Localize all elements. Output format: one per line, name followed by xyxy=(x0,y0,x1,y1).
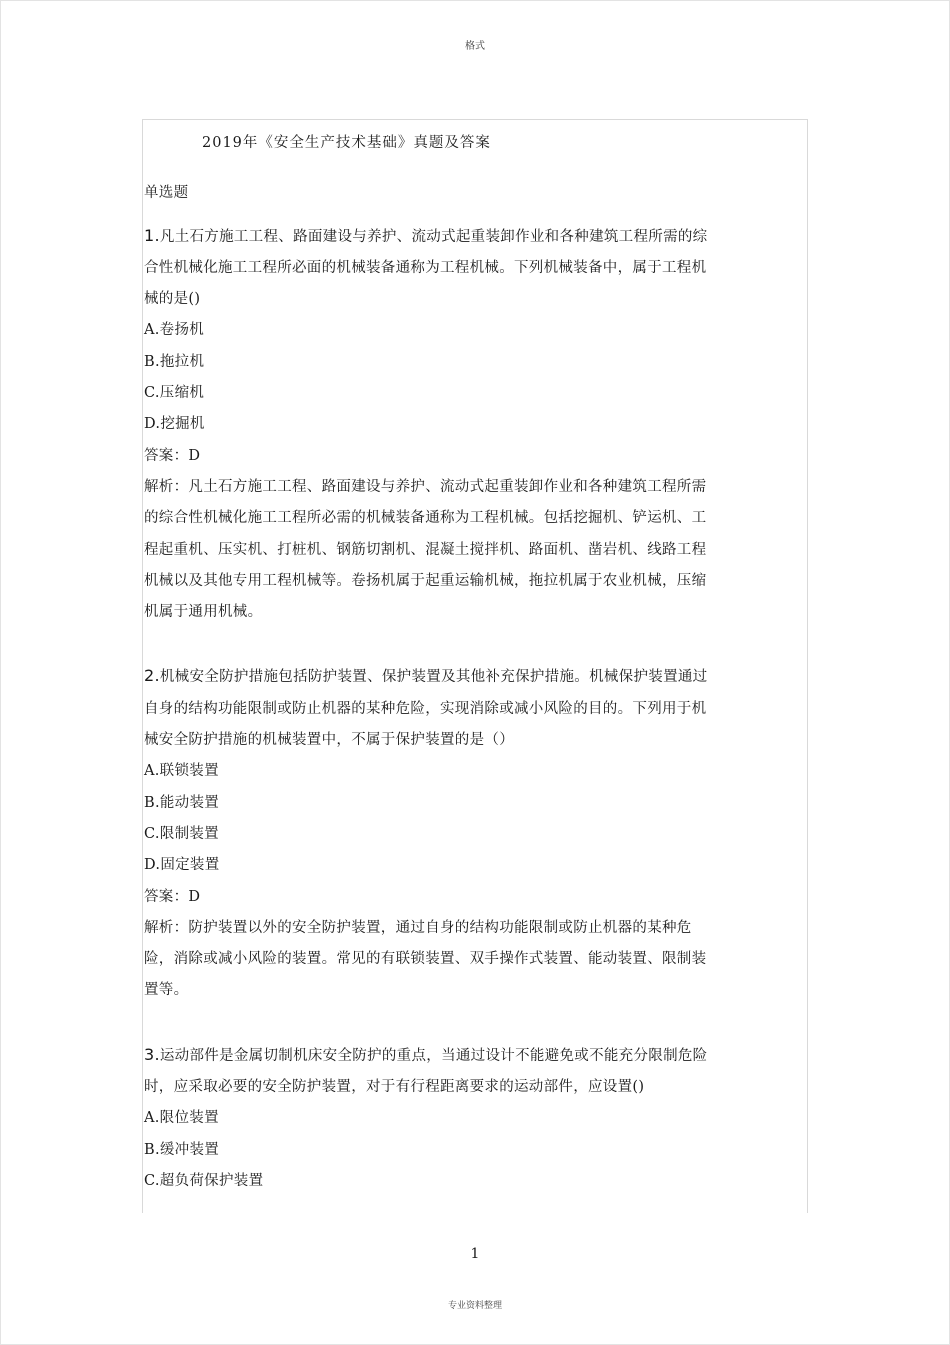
question-text: 运动部件是金属切制机床安全防护的重点，当通过设计不能避免或不能充分限制危险时，应采取必要的安全防护装置，对于有行程距离要求的运动部件，应设置() xyxy=(144,1047,708,1096)
question-3 xyxy=(144,1039,710,1197)
page-number: 1 xyxy=(470,1246,480,1262)
question-number: 3. xyxy=(144,1044,160,1064)
option: A.限位装置 xyxy=(144,1110,219,1127)
analysis: 解析：防护装置以外的安全防护装置，通过自身的结构功能限制或防止机器的某种危险，消除或减小风险的装置。常见的有联锁装置、双手操作式装置、能动装置、限制装置等。 xyxy=(144,919,707,999)
analysis: 解析：凡土石方施工工程、路面建设与养护、流动式起重装卸作业和各种建筑工程所需的综合性机械化施工工程所必需的机械装备通称为工程机械。包括挖掘机、铲运机、工程起重机、压实机、打桩机、钢筋切割机、混凝土搅拌机、路面机、凿岩机、线路工程机械以及其他专用工程机械等。卷扬机属于起重运输机械，拖拉机属于农业机械，压缩机属于通用机械。 xyxy=(144,478,707,621)
option: D.固定装置 xyxy=(144,857,220,874)
option: C.压缩机 xyxy=(144,385,205,402)
option: D.挖掘机 xyxy=(144,416,205,433)
section-heading: 单选题 xyxy=(144,185,189,202)
answer: 答案：D xyxy=(144,888,201,905)
spacer xyxy=(144,628,710,650)
document-body xyxy=(144,128,710,1197)
option: A.卷扬机 xyxy=(144,322,205,339)
page-footer: 专业资料整理 xyxy=(447,1301,502,1311)
question-number: 1. xyxy=(144,225,160,245)
question-1 xyxy=(144,220,710,629)
option: A.联锁装置 xyxy=(144,763,219,780)
question-number: 2. xyxy=(144,666,160,686)
document-title: 2019年《安全生产技术基础》真题及答案 xyxy=(202,135,491,151)
option: B.能动装置 xyxy=(144,794,220,811)
option: B.拖拉机 xyxy=(144,353,205,370)
option: C.限制装置 xyxy=(144,825,219,842)
question-stem xyxy=(144,220,710,316)
question-stem xyxy=(144,660,710,756)
question-text: 凡土石方施工工程、路面建设与养护、流动式起重装卸作业和各种建筑工程所需的综合性机械化施工工程所必面的机械装备通称为工程机械。下列机械装备中，属于工程机械的是() xyxy=(144,228,708,308)
page-header: 格式 xyxy=(465,41,485,52)
question-stem xyxy=(144,1039,710,1104)
option: C.超负荷保护装置 xyxy=(144,1172,264,1189)
answer: 答案：D xyxy=(144,447,201,464)
question-text: 机械安全防护措施包括防护装置、保护装置及其他补充保护措施。机械保护装置通过自身的结构功能限制或防止机器的某种危险，实现消除或减小风险的目的。下列用于机械安全防护措施的机械装置中，不属于保护装置的是（） xyxy=(144,669,708,749)
option: B.缓冲装置 xyxy=(144,1141,220,1158)
question-2 xyxy=(144,660,710,1006)
spacer xyxy=(144,1007,710,1029)
